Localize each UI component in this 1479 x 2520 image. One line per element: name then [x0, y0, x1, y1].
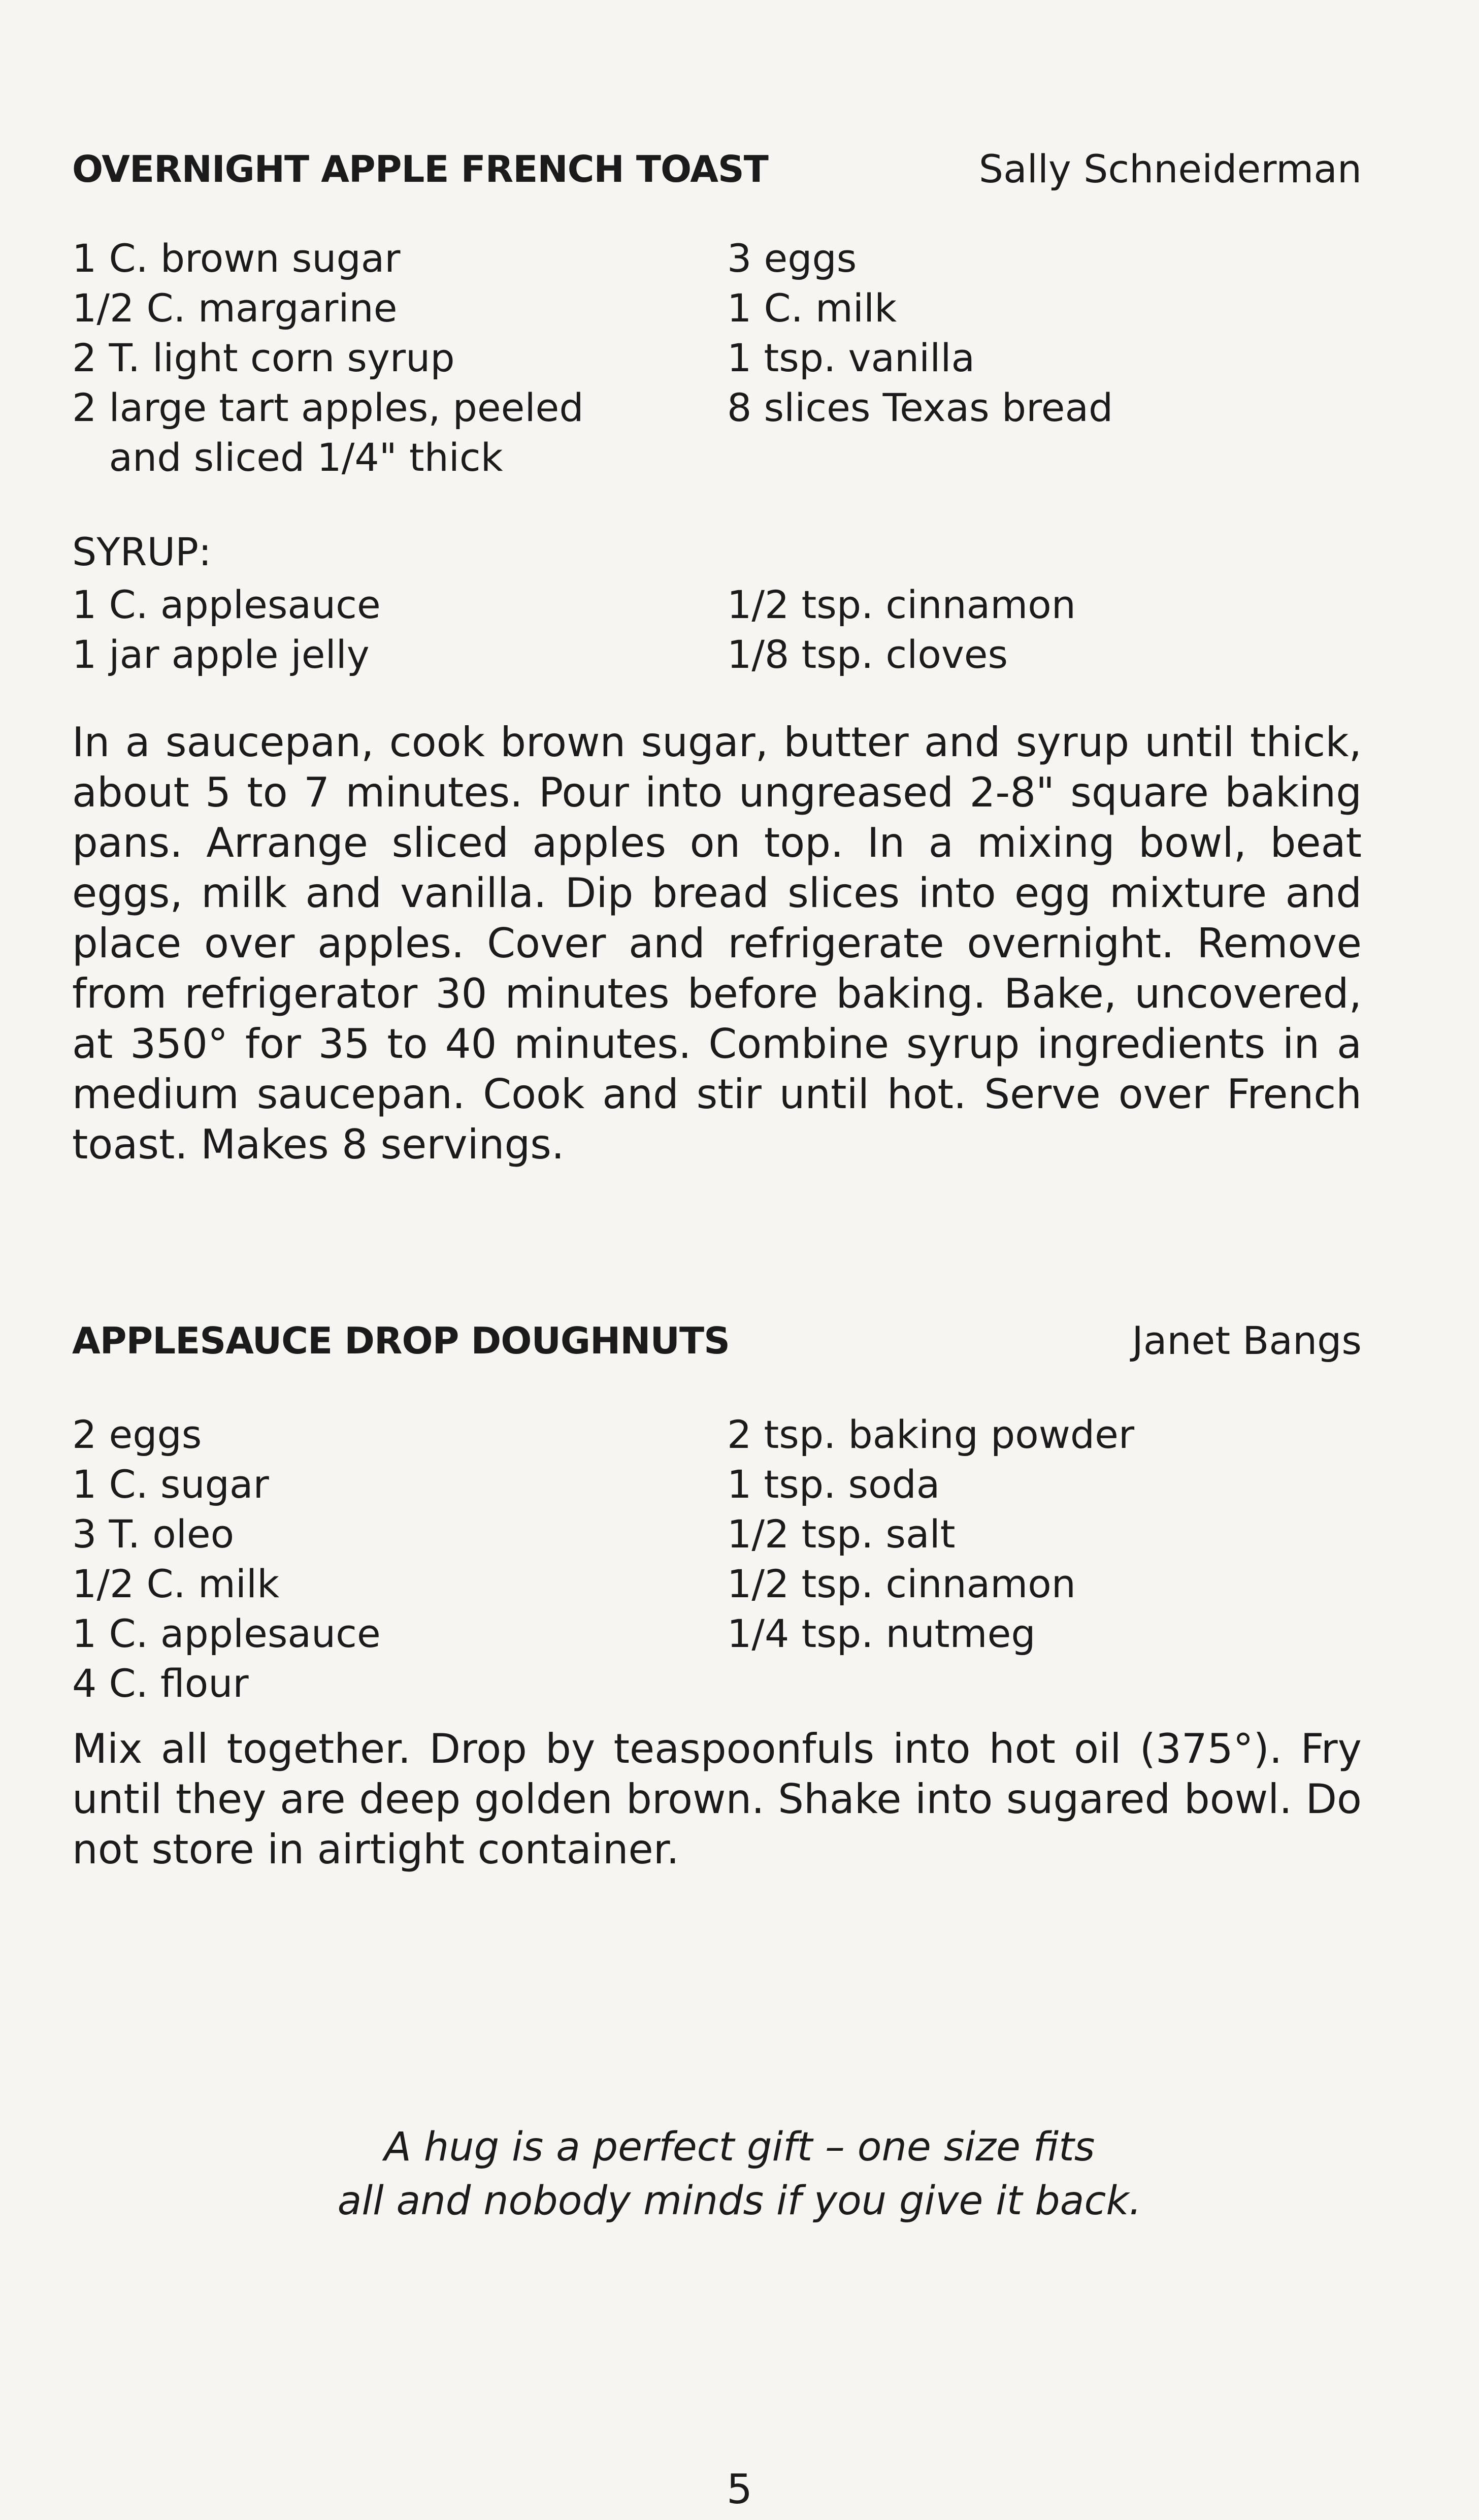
ingredient: 1 C. sugar: [72, 1462, 269, 1507]
ingredient-list: [72, 1410, 1362, 1708]
ingredient: 1 jar apple jelly: [72, 632, 370, 677]
recipe-directions: Mix all together. Drop by teaspoonfuls into hot oil (375°). Fry until they are deep golden brown. Shake into sugared bowl. Do not store in airtight container.: [72, 1725, 1362, 1873]
ingredient: 1/2 C. margarine: [72, 285, 398, 331]
ingredient: 8 slices Texas bread: [727, 385, 1113, 430]
closing-quote: [0, 2120, 1479, 2228]
ingredient: and sliced 1/4" thick: [72, 435, 503, 480]
recipe-title: APPLESAUCE DROP DOUGHNUTS: [72, 1319, 730, 1362]
ingredient: 1 C. milk: [727, 285, 897, 331]
recipe-applesauce-doughnuts: [72, 1313, 1362, 1875]
ingredient: 1 C. brown sugar: [72, 236, 401, 281]
recipe-directions: In a saucepan, cook brown sugar, butter and syrup until thick, about 5 to 7 minutes. Pour into ungreased 2-8" square baking pans. Arrange sliced apples on top. In a mixing bowl, beat eggs, milk and vanilla. Dip bread slices into egg mixture and place over apples. Cover and refrigerate overnight. Remove from refrigerator 30 minutes before baking. Bake, uncovered, at 350° for 35 to 40 minutes. Combine syrup ingredients in a medium saucepan. Cook and stir until hot. Serve over French toast. Makes 8 servings.: [72, 719, 1362, 1168]
ingredient: 4 C. flour: [72, 1661, 249, 1706]
ingredient: 1 C. applesauce: [72, 582, 381, 627]
ingredient: [727, 433, 1362, 482]
page-number: 5: [727, 2466, 752, 2513]
ingredient: 1/8 tsp. cloves: [727, 632, 1008, 677]
ingredient: 1/2 tsp. salt: [727, 1511, 956, 1557]
ingredient: 2 eggs: [72, 1412, 202, 1457]
ingredient: 1 C. applesauce: [72, 1611, 381, 1656]
ingredient: 3 T. oleo: [72, 1511, 235, 1557]
ingredient: 1 tsp. vanilla: [727, 335, 975, 380]
recipe-author: Sally Schneiderman: [978, 146, 1362, 191]
ingredient: 1/2 C. milk: [72, 1561, 280, 1606]
ingredient: 2 T. light corn syrup: [72, 335, 455, 380]
ingredient: 1 tsp. soda: [727, 1462, 940, 1507]
syrup-ingredient-list: [72, 580, 1362, 680]
ingredient-list: [72, 234, 1362, 482]
quote-line: all and nobody minds if you give it back.: [337, 2178, 1142, 2224]
quote-line: A hug is a perfect gift – one size fits: [384, 2124, 1095, 2170]
ingredient: [727, 1659, 1362, 1708]
ingredient: 2 large tart apples, peeled: [72, 385, 584, 430]
ingredient: 3 eggs: [727, 236, 857, 281]
ingredient: 2 tsp. baking powder: [727, 1412, 1135, 1457]
recipe-author: Janet Bangs: [1132, 1318, 1362, 1363]
syrup-label: SYRUP:: [72, 529, 212, 574]
ingredient: 1/2 tsp. cinnamon: [727, 582, 1076, 627]
ingredient: 1/2 tsp. cinnamon: [727, 1561, 1076, 1606]
recipe-overnight-french-toast: [72, 141, 1362, 1170]
ingredient: 1/4 tsp. nutmeg: [727, 1611, 1036, 1656]
recipe-title: OVERNIGHT APPLE FRENCH TOAST: [72, 148, 768, 190]
